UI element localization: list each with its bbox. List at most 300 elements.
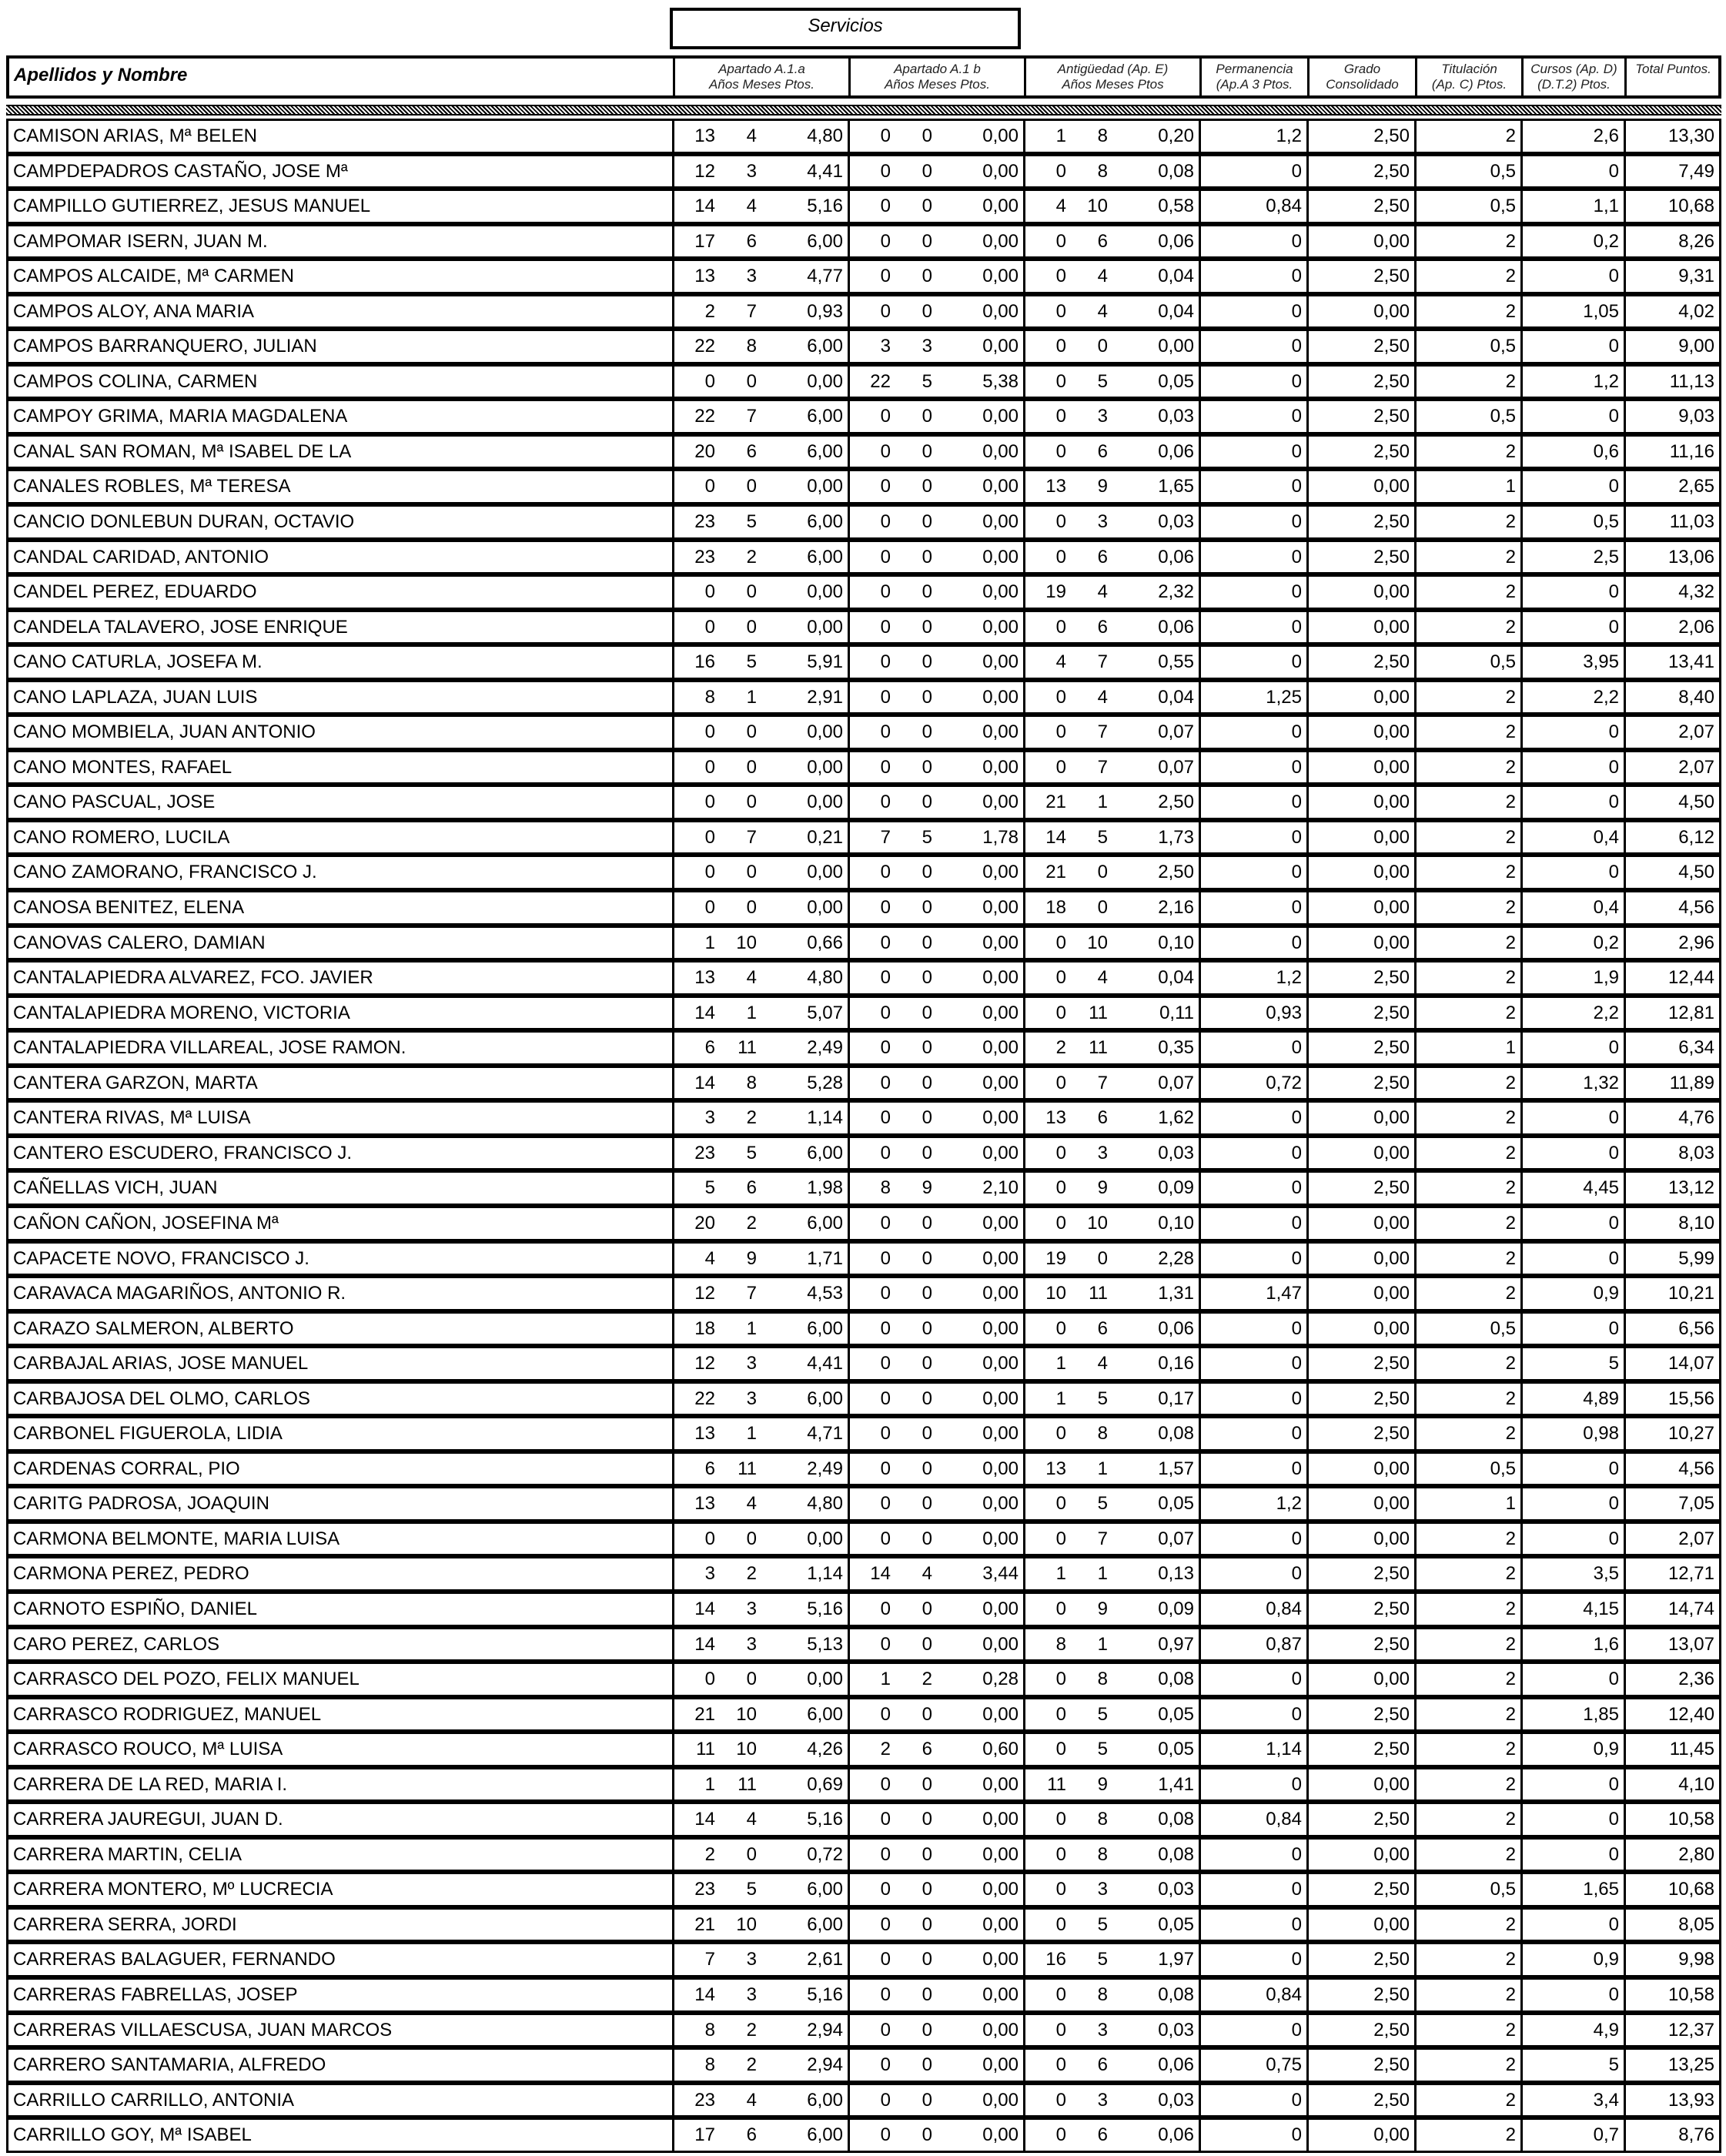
cell-a1b-months: 0: [922, 1598, 932, 1619]
cell-permanencia: 0: [1199, 752, 1306, 783]
cell-permanencia: 0: [1199, 542, 1306, 573]
cell-a1a-points: 5,16: [807, 1809, 843, 1830]
header-perm-line1: Permanencia: [1216, 62, 1293, 76]
cell-name: CANDEL PEREZ, EDUARDO: [13, 581, 257, 603]
cell-grado: 0,00: [1306, 682, 1414, 713]
cell-a1a-years: 0: [672, 471, 720, 502]
cell-a1b-points: 0,00: [982, 2124, 1019, 2146]
cell-grado: 0,00: [1306, 1103, 1414, 1133]
cell-cursos: 0: [1520, 1454, 1624, 1485]
cell-a1a-points: 6,00: [807, 1212, 843, 1234]
cell-name: CAMPOY GRIMA, MARIA MAGDALENA: [13, 406, 348, 427]
cell-grado: 0,00: [1306, 1314, 1414, 1344]
cell-a1b-years: 0: [848, 1244, 895, 1274]
cell-cursos: 2,2: [1520, 682, 1624, 713]
cell-a1a-points: 6,00: [807, 2124, 843, 2146]
cell-permanencia: 0: [1199, 1558, 1306, 1589]
cell-ant-months: 6: [1097, 546, 1108, 567]
cell-grado: 0,00: [1306, 1840, 1414, 1870]
cell-ant-months: 7: [1097, 1072, 1108, 1093]
cell-titulacion: 2: [1414, 437, 1520, 467]
cell-a1a-months: 3: [746, 160, 757, 182]
cell-a1a-years: 8: [672, 2015, 720, 2046]
cell-titulacion: 2: [1414, 998, 1520, 1029]
cell-titulacion: 0,5: [1414, 191, 1520, 222]
cell-a1a-months: 0: [746, 792, 757, 813]
cell-grado: 0,00: [1306, 1664, 1414, 1695]
cell-grado: 0,00: [1306, 752, 1414, 783]
cell-ant-years: 0: [1023, 1664, 1071, 1695]
cell-a1b-years: 0: [848, 1699, 895, 1730]
cell-a1a-points: 6,00: [807, 546, 843, 567]
cell-a1b-months: 0: [922, 1843, 932, 1865]
cell-a1a-months: 2: [746, 1212, 757, 1234]
cell-permanencia: 0: [1199, 1314, 1306, 1344]
cell-a1b-points: 0,00: [982, 1142, 1019, 1163]
cell-a1b-points: 0,00: [982, 1353, 1019, 1374]
cell-permanencia: 1,47: [1199, 1278, 1306, 1309]
cell-total: 2,07: [1624, 752, 1719, 783]
cell-total: 14,74: [1624, 1594, 1719, 1625]
cell-ant-points: 0,09: [1158, 1177, 1194, 1199]
cell-grado: 2,50: [1306, 1173, 1414, 1204]
cell-ant-points: 1,65: [1158, 476, 1194, 497]
cell-grado: 2,50: [1306, 2015, 1414, 2046]
cell-ant-months: 4: [1097, 300, 1108, 322]
cell-permanencia: 0,84: [1199, 191, 1306, 222]
cell-ant-years: 0: [1023, 717, 1071, 748]
cell-a1b-years: 0: [848, 1068, 895, 1099]
cell-cursos: 0,4: [1520, 822, 1624, 853]
cell-ant-years: 0: [1023, 2120, 1071, 2151]
cell-name: CARRERA MARTIN, CELIA: [13, 1843, 242, 1865]
cell-a1a-years: 22: [672, 331, 720, 362]
cell-name: CANTALAPIEDRA VILLAREAL, JOSE RAMON.: [13, 1037, 406, 1059]
cell-cursos: 1,9: [1520, 962, 1624, 993]
cell-a1b-months: 0: [922, 440, 932, 462]
cell-name: CANOSA BENITEZ, ELENA: [13, 897, 245, 919]
cell-grado: 0,00: [1306, 1278, 1414, 1309]
cell-a1b-points: 0,00: [982, 2089, 1019, 2111]
cell-name: CANALES ROBLES, Mª TERESA: [13, 476, 291, 497]
cell-a1b-years: 0: [848, 542, 895, 573]
cell-a1b-points: 0,00: [982, 616, 1019, 638]
table-row: [6, 1100, 1721, 1136]
cell-a1a-months: 9: [746, 1247, 757, 1269]
cell-ant-points: 0,04: [1158, 266, 1194, 287]
cell-ant-points: 0,08: [1158, 1809, 1194, 1830]
cell-permanencia: 0: [1199, 331, 1306, 362]
header-total: Total Puntos.: [1624, 59, 1720, 95]
cell-ant-months: 0: [1097, 336, 1108, 357]
cell-a1a-points: 0,00: [807, 862, 843, 883]
cell-a1b-years: 1: [848, 1664, 895, 1695]
cell-a1b-months: 0: [922, 792, 932, 813]
cell-a1a-years: 0: [672, 787, 720, 818]
cell-ant-months: 8: [1097, 1669, 1108, 1690]
cell-a1a-months: 0: [746, 476, 757, 497]
cell-name: CARRERAS FABRELLAS, JOSEP: [13, 1984, 298, 2005]
cell-name: CARO PEREZ, CARLOS: [13, 1633, 220, 1655]
cell-a1b-months: 0: [922, 1879, 932, 1900]
cell-a1b-years: 0: [848, 226, 895, 257]
cell-grado: 0,00: [1306, 1138, 1414, 1169]
cell-a1b-months: 0: [922, 1317, 932, 1339]
cell-a1a-years: 16: [672, 647, 720, 678]
cell-permanencia: 0: [1199, 1384, 1306, 1414]
cell-permanencia: 0: [1199, 717, 1306, 748]
cell-titulacion: 2: [1414, 1138, 1520, 1169]
cell-a1b-points: 0,00: [982, 546, 1019, 567]
cell-ant-years: 0: [1023, 1910, 1071, 1940]
cell-name: CAMPOMAR ISERN, JUAN M.: [13, 230, 268, 252]
cell-ant-points: 0,08: [1158, 1423, 1194, 1445]
cell-total: 10,21: [1624, 1278, 1719, 1309]
cell-permanencia: 0: [1199, 261, 1306, 292]
cell-a1b-months: 0: [922, 1913, 932, 1935]
cell-a1a-points: 5,16: [807, 196, 843, 217]
cell-a1a-months: 0: [746, 1843, 757, 1865]
cell-total: 8,40: [1624, 682, 1719, 713]
cell-name: CARRERAS BALAGUER, FERNANDO: [13, 1949, 336, 1970]
cell-permanencia: 0: [1199, 612, 1306, 643]
cell-ant-points: 0,07: [1158, 1528, 1194, 1549]
cell-a1a-months: 0: [746, 897, 757, 919]
cell-ant-years: 0: [1023, 962, 1071, 993]
table-row: [6, 890, 1721, 926]
cell-a1a-points: 6,00: [807, 1388, 843, 1409]
cell-permanencia: 0: [1199, 1173, 1306, 1204]
cell-a1a-months: 2: [746, 2019, 757, 2040]
cell-total: 4,50: [1624, 857, 1719, 888]
cell-a1b-years: 0: [848, 1033, 895, 1063]
cell-ant-years: 0: [1023, 928, 1071, 959]
cell-a1a-years: 7: [672, 1944, 720, 1975]
cell-ant-months: 4: [1097, 686, 1108, 708]
cell-total: 12,40: [1624, 1699, 1719, 1730]
cell-ant-months: 3: [1097, 1142, 1108, 1163]
cell-a1a-months: 5: [746, 1879, 757, 1900]
cell-a1a-points: 0,00: [807, 897, 843, 919]
cell-ant-months: 5: [1097, 1388, 1108, 1409]
table-row: [6, 1732, 1721, 1767]
cell-cursos: 0,98: [1520, 1418, 1624, 1449]
cell-grado: 2,50: [1306, 1734, 1414, 1765]
cell-a1a-months: 3: [746, 1353, 757, 1374]
cell-ant-points: 0,05: [1158, 1739, 1194, 1760]
cell-name: CAMPILLO GUTIERREZ, JESUS MANUEL: [13, 196, 371, 217]
table-row: [6, 1346, 1721, 1381]
cell-a1b-months: 0: [922, 266, 932, 287]
cell-a1b-years: 0: [848, 1769, 895, 1800]
cell-a1a-points: 4,80: [807, 967, 843, 989]
table-row: [6, 189, 1721, 224]
cell-total: 8,26: [1624, 226, 1719, 257]
cell-a1a-months: 4: [746, 2089, 757, 2111]
cell-a1b-months: 0: [922, 862, 932, 883]
cell-grado: 2,50: [1306, 647, 1414, 678]
cell-permanencia: 0: [1199, 401, 1306, 432]
cell-a1a-months: 6: [746, 230, 757, 252]
cell-grado: 0,00: [1306, 1910, 1414, 1940]
cell-a1a-points: 4,71: [807, 1423, 843, 1445]
cell-a1a-years: 0: [672, 892, 720, 923]
cell-grado: 2,50: [1306, 1874, 1414, 1905]
cell-cursos: 0: [1520, 1033, 1624, 1063]
cell-ant-years: 2: [1023, 1033, 1071, 1063]
cell-ant-points: 0,03: [1158, 2089, 1194, 2111]
cell-permanencia: 0: [1199, 577, 1306, 608]
cell-cursos: 0: [1520, 717, 1624, 748]
cell-cursos: 1,65: [1520, 1874, 1624, 1905]
cell-cursos: 5: [1520, 1348, 1624, 1379]
cell-ant-months: 7: [1097, 651, 1108, 673]
cell-name: CANO MOMBIELA, JUAN ANTONIO: [13, 721, 316, 743]
cell-a1a-points: 6,00: [807, 230, 843, 252]
cell-a1b-months: 0: [922, 756, 932, 778]
cell-a1b-years: 0: [848, 1944, 895, 1975]
cell-permanencia: 0: [1199, 647, 1306, 678]
table-row: [6, 644, 1721, 680]
cell-a1a-points: 2,49: [807, 1458, 843, 1479]
cell-titulacion: 0,5: [1414, 156, 1520, 187]
cell-ant-months: 5: [1097, 370, 1108, 392]
cell-cursos: 0: [1520, 156, 1624, 187]
cell-ant-months: 0: [1097, 1247, 1108, 1269]
cell-ant-years: 0: [1023, 156, 1071, 187]
cell-name: CARBAJAL ARIAS, JOSE MANUEL: [13, 1353, 309, 1374]
cell-total: 2,80: [1624, 1840, 1719, 1870]
cell-total: 4,32: [1624, 577, 1719, 608]
cell-name: CARRERO SANTAMARIA, ALFREDO: [13, 2054, 326, 2076]
cell-a1b-years: 0: [848, 1208, 895, 1239]
cell-name: CARRASCO ROUCO, Mª LUISA: [13, 1739, 283, 1760]
cell-name: CAMPDEPADROS CASTAÑO, JOSE Mª: [13, 160, 348, 182]
cell-a1b-years: 0: [848, 1804, 895, 1835]
cell-grado: 2,50: [1306, 1629, 1414, 1660]
cell-a1b-points: 1,78: [982, 826, 1019, 848]
cell-total: 10,68: [1624, 1874, 1719, 1905]
cell-a1b-points: 0,00: [982, 1633, 1019, 1655]
cell-a1a-months: 0: [746, 370, 757, 392]
table-row: [6, 2013, 1721, 2048]
table-row: [6, 259, 1721, 294]
header-grado: [1307, 59, 1415, 95]
cell-a1b-months: 0: [922, 1423, 932, 1445]
cell-ant-points: 0,04: [1158, 967, 1194, 989]
cell-ant-months: 5: [1097, 1913, 1108, 1935]
cell-ant-months: 5: [1097, 826, 1108, 848]
cell-ant-points: 0,10: [1158, 1212, 1194, 1234]
cell-permanencia: 0: [1199, 1208, 1306, 1239]
header-grado-line1: Grado: [1343, 62, 1381, 76]
cell-cursos: 1,6: [1520, 1629, 1624, 1660]
cell-permanencia: 0: [1199, 787, 1306, 818]
cell-cursos: 1,2: [1520, 367, 1624, 397]
cell-ant-points: 2,50: [1158, 792, 1194, 813]
cell-ant-years: 1: [1023, 1348, 1071, 1379]
table-row: [6, 1522, 1721, 1557]
table-row: [6, 715, 1721, 750]
cell-cursos: 3,95: [1520, 647, 1624, 678]
cell-a1a-years: 2: [672, 1840, 720, 1870]
cell-permanencia: 0,75: [1199, 2050, 1306, 2081]
cell-name: CAMPOS COLINA, CARMEN: [13, 370, 258, 392]
cell-a1a-points: 2,94: [807, 2054, 843, 2076]
cell-name: CANCIO DONLEBUN DURAN, OCTAVIO: [13, 511, 355, 533]
cell-name: CANTERO ESCUDERO, FRANCISCO J.: [13, 1142, 353, 1163]
cell-titulacion: 2: [1414, 367, 1520, 397]
cell-ant-months: 6: [1097, 616, 1108, 638]
cell-a1a-points: 4,41: [807, 160, 843, 182]
cell-total: 4,10: [1624, 1769, 1719, 1800]
cell-a1b-points: 0,00: [982, 1949, 1019, 1970]
cell-name: CANO CATURLA, JOSEFA M.: [13, 651, 263, 673]
cell-a1a-months: 3: [746, 1949, 757, 1970]
cell-titulacion: 2: [1414, 1278, 1520, 1309]
cell-ant-points: 0,03: [1158, 2019, 1194, 2040]
cell-permanencia: 0: [1199, 1910, 1306, 1940]
cell-ant-years: 19: [1023, 1244, 1071, 1274]
cell-a1b-years: 0: [848, 296, 895, 327]
cell-grado: 2,50: [1306, 1068, 1414, 1099]
cell-titulacion: 2: [1414, 1068, 1520, 1099]
cell-a1a-months: 3: [746, 266, 757, 287]
cell-a1b-points: 0,00: [982, 230, 1019, 252]
cell-cursos: 2,6: [1520, 121, 1624, 152]
cell-cursos: 4,9: [1520, 2015, 1624, 2046]
cell-ant-points: 0,06: [1158, 616, 1194, 638]
cell-a1a-points: 0,93: [807, 300, 843, 322]
cell-permanencia: 0: [1199, 1348, 1306, 1379]
cell-a1a-years: 20: [672, 1208, 720, 1239]
cell-a1b-months: 0: [922, 1212, 932, 1234]
table-row: [6, 1977, 1721, 2013]
table-row: [6, 1592, 1721, 1627]
cell-ant-years: 21: [1023, 857, 1071, 888]
cell-a1b-months: 0: [922, 2019, 932, 2040]
cell-ant-months: 11: [1089, 1002, 1108, 1023]
cell-titulacion: 2: [1414, 962, 1520, 993]
cell-a1a-points: 6,00: [807, 406, 843, 427]
cell-a1a-months: 1: [746, 1423, 757, 1445]
cell-a1b-years: 0: [848, 471, 895, 502]
table-row: [6, 1486, 1721, 1522]
cell-ant-months: 3: [1097, 406, 1108, 427]
cell-a1b-points: 0,28: [982, 1669, 1019, 1690]
cell-a1a-months: 0: [746, 616, 757, 638]
cell-cursos: 0: [1520, 331, 1624, 362]
cell-a1b-months: 0: [922, 406, 932, 427]
cell-a1a-points: 6,00: [807, 440, 843, 462]
cell-a1a-years: 3: [672, 1558, 720, 1589]
cell-a1a-months: 8: [746, 1072, 757, 1093]
cell-a1a-months: 2: [746, 1107, 757, 1129]
cell-total: 8,03: [1624, 1138, 1719, 1169]
cell-name: CARNOTO ESPIÑO, DANIEL: [13, 1598, 257, 1619]
cell-a1a-years: 14: [672, 1804, 720, 1835]
cell-a1b-months: 0: [922, 1703, 932, 1725]
cell-titulacion: 2: [1414, 261, 1520, 292]
cell-titulacion: 2: [1414, 2050, 1520, 2081]
cell-a1b-points: 0,00: [982, 336, 1019, 357]
cell-a1a-months: 0: [746, 756, 757, 778]
cell-a1b-months: 2: [922, 1669, 932, 1690]
cell-cursos: 0,6: [1520, 437, 1624, 467]
cell-a1a-months: 2: [746, 546, 757, 567]
cell-ant-years: 0: [1023, 1138, 1071, 1169]
cell-a1a-years: 14: [672, 998, 720, 1029]
cell-cursos: 0: [1520, 401, 1624, 432]
cell-ant-months: 7: [1097, 756, 1108, 778]
header-a1b: [848, 59, 1024, 95]
cell-ant-years: 0: [1023, 2050, 1071, 2081]
cell-name: CARMONA BELMONTE, MARIA LUISA: [13, 1528, 340, 1549]
cell-a1a-months: 3: [746, 1598, 757, 1619]
cell-a1b-points: 0,00: [982, 1984, 1019, 2005]
cell-a1a-years: 13: [672, 1418, 720, 1449]
cell-name: CANO ZAMORANO, FRANCISCO J.: [13, 862, 317, 883]
cell-permanencia: 0: [1199, 1769, 1306, 1800]
cell-total: 11,16: [1624, 437, 1719, 467]
cell-a1b-months: 0: [922, 126, 932, 146]
cell-a1b-points: 0,00: [982, 932, 1019, 953]
cell-ant-years: 11: [1023, 1769, 1071, 1800]
table-row: [6, 960, 1721, 996]
cell-total: 10,58: [1624, 1980, 1719, 2010]
cell-total: 2,06: [1624, 612, 1719, 643]
header-tit-line1: Titulación: [1441, 62, 1497, 76]
cell-cursos: 0: [1520, 1910, 1624, 1940]
cell-ant-months: 1: [1097, 1563, 1108, 1585]
cell-a1a-months: 3: [746, 1388, 757, 1409]
cell-name: CANAL SAN ROMAN, Mª ISABEL DE LA: [13, 440, 352, 462]
cell-permanencia: 0: [1199, 226, 1306, 257]
cell-a1a-months: 5: [746, 511, 757, 533]
cell-total: 13,06: [1624, 542, 1719, 573]
cell-grado: 0,00: [1306, 226, 1414, 257]
cell-a1a-months: 6: [746, 440, 757, 462]
cell-titulacion: 2: [1414, 226, 1520, 257]
cell-ant-points: 1,62: [1158, 1107, 1194, 1129]
cell-name: CARMONA PEREZ, PEDRO: [13, 1563, 249, 1585]
cell-ant-points: 0,04: [1158, 300, 1194, 322]
cell-name: CARRASCO RODRIGUEZ, MANUEL: [13, 1703, 322, 1725]
cell-ant-months: 9: [1097, 476, 1108, 497]
cell-a1b-points: 0,00: [982, 721, 1019, 743]
cell-grado: 0,00: [1306, 822, 1414, 853]
cell-permanencia: 0: [1199, 437, 1306, 467]
cell-name: CANDAL CARIDAD, ANTONIO: [13, 546, 269, 567]
cell-a1b-years: 0: [848, 1840, 895, 1870]
cell-a1a-months: 4: [746, 967, 757, 989]
cell-grado: 2,50: [1306, 156, 1414, 187]
cell-ant-points: 1,97: [1158, 1949, 1194, 1970]
cell-ant-years: 0: [1023, 1314, 1071, 1344]
cell-a1b-years: 0: [848, 1314, 895, 1344]
header-grado-line2: Consolidado: [1326, 77, 1399, 92]
table-row: [6, 1311, 1721, 1347]
cell-a1a-points: 2,61: [807, 1949, 843, 1970]
cell-a1a-years: 0: [672, 752, 720, 783]
cell-titulacion: 2: [1414, 857, 1520, 888]
cell-ant-years: 0: [1023, 1068, 1071, 1099]
cell-titulacion: 2: [1414, 752, 1520, 783]
cell-permanencia: 1,25: [1199, 682, 1306, 713]
cell-a1b-points: 0,00: [982, 1528, 1019, 1549]
cell-name: CANTERA RIVAS, Mª LUISA: [13, 1107, 251, 1129]
cell-name: CANO LAPLAZA, JUAN LUIS: [13, 686, 258, 708]
